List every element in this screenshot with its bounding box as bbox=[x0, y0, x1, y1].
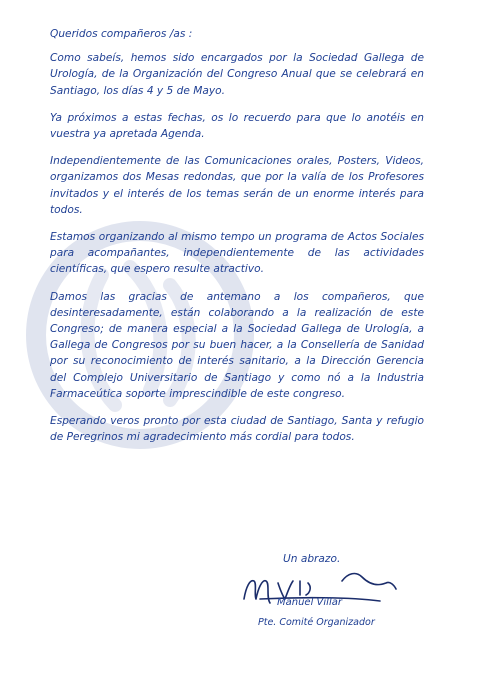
paragraph-farewell: Esperando veros pronto por esta ciudad de Santiago, Santa y refugio de Peregrinos mi agradecimiento más cordial para todos. bbox=[50, 415, 424, 444]
salutation: Queridos compañeros /as : bbox=[50, 28, 193, 40]
paragraph-congress-announcement: Como sabeís, hemos sido encargados por la Sociedad Gallega de Urología, de la Organización del Congreso Anual que se celebrará en Santiago, los días 4 y 5 de Mayo. bbox=[50, 52, 424, 97]
closing: Un abrazo. bbox=[283, 553, 341, 565]
paragraph-social-program: Estamos organizando al mismo tempo un programa de Actos Sociales para acompañantes, independientemente de las actividades científicas, que espero resulte atractivo. bbox=[50, 231, 424, 276]
signer-title: Pte. Comité Organizador bbox=[258, 617, 375, 628]
paragraph-program: Independientemente de las Comunicaciones orales, Posters, Videos, organizamos dos Mesas redondas, que por la valía de los Profesores invitados y el interés de los temas serán de un enorme interés para todos. bbox=[50, 155, 424, 216]
paragraph-acknowledgements: Damos las gracias de antemano a los compañeros, que desinteresadamente, están colaborando a la realización de este Congreso; de manera especial a la Sociedad Gallega de Urología, a Gallega de Congresos por su buen hacer, a la Consellería de Sanidad por su reconocimiento de interés sanitario, a la Dirección Gerencia del Complejo Universitario de Santiago y como nó a la Industria Farmaceútica soporte imprescindible de este congreso. bbox=[50, 290, 424, 400]
letter-body bbox=[50, 26, 424, 456]
signer-name: Manuel Villar bbox=[277, 597, 342, 608]
paragraph-reminder: Ya próximos a estas fechas, os lo recuerdo para que lo anotéis en vuestra ya apretada Agenda. bbox=[50, 111, 424, 141]
